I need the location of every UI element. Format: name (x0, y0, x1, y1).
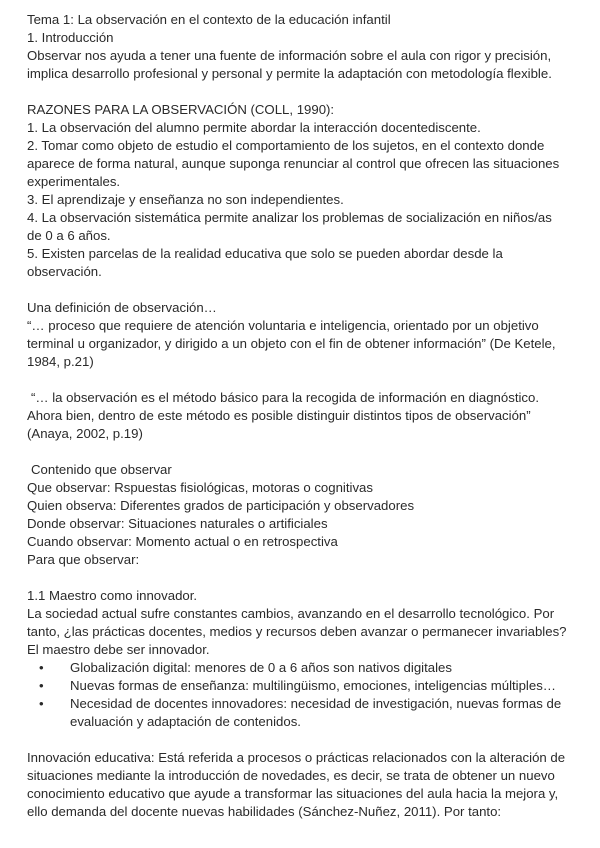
list-item: • Necesidad de docentes innovadores: necesidad de investigación, nuevas formas de evaluación y adaptación de contenidos. (39, 696, 562, 729)
definicion-intro: Una definición de observación… (27, 300, 217, 315)
razones-heading: RAZONES PARA LA OBSERVACIÓN (COLL, 1990): (27, 102, 335, 117)
bullet-icon: • (39, 696, 44, 711)
maestro-line: tanto, ¿las prácticas docentes, medios y recursos deben avanzar o permanecer invariables? (27, 624, 567, 639)
razones-line: experimentales. (27, 174, 121, 189)
razones-line: 3. El aprendizaje y enseñanza no son independientes. (27, 192, 344, 207)
quote-line: (Anaya, 2002, p.19) (27, 426, 143, 441)
document-title: Tema 1: La observación en el contexto de la educación infantil (27, 12, 391, 27)
razones-line: 2. Tomar como objeto de estudio el comportamiento de los sujetos, en el contexto donde (27, 138, 545, 153)
paragraph-line: Observar nos ayuda a tener una fuente de información sobre el aula con rigor y precisión, (27, 48, 552, 63)
contenido-line: Donde observar: Situaciones naturales o artificiales (27, 516, 328, 531)
bullet-icon: • (39, 678, 44, 693)
intro-heading: 1. Introducción (27, 30, 114, 45)
paragraph-line: implica desarrollo profesional y personal y permite la adaptación con metodología flexible. (27, 66, 552, 81)
quote-line: “… proceso que requiere de atención voluntaria e inteligencia, orientado por un objetivo (27, 318, 539, 333)
innovacion-line: situaciones mediante la introducción de novedades, es decir, se trata de obtener un nuevo (27, 768, 555, 783)
quote-line: 1984, p.21) (27, 354, 94, 369)
maestro-line: La sociedad actual sufre constantes cambios, avanzando en el desarrollo tecnológico. Por (27, 606, 555, 621)
razones-line: aparece de forma natural, aunque suponga renunciar al control que ofrecen las situaciones (27, 156, 560, 171)
maestro-heading: 1.1 Maestro como innovador. (27, 588, 198, 603)
maestro-bullet-list (27, 659, 574, 731)
innovacion-line: ello demanda del docente nuevas habilidades (Sánchez-Nuñez, 2011). Por tanto: (27, 804, 502, 819)
razones-line: 4. La observación sistemática permite analizar los problemas de socialización en niños/as (27, 210, 552, 225)
razones-line: de 0 a 6 años. (27, 228, 111, 243)
innovacion-line: Innovación educativa: Está referida a procesos o prácticas relacionados con la alteración de (27, 750, 566, 765)
razones-line: 5. Existen parcelas de la realidad educativa que solo se pueden abordar desde la (27, 246, 503, 261)
contenido-heading: Contenido que observar (31, 462, 172, 477)
bullet-icon: • (39, 660, 44, 675)
contenido-line: Quien observa: Diferentes grados de participación y observadores (27, 498, 415, 513)
quote-line: “… la observación es el método básico para la recogida de información en diagnóstico. (31, 390, 540, 405)
razones-line: observación. (27, 264, 102, 279)
contenido-line: Para que observar: (27, 552, 140, 567)
maestro-line: El maestro debe ser innovador. (27, 642, 210, 657)
razones-line: 1. La observación del alumno permite abordar la interacción docentediscente. (27, 120, 481, 135)
list-item: • Nuevas formas de enseñanza: multilingüismo, emociones, inteligencias múltiples… (39, 678, 556, 693)
list-item: • Globalización digital: menores de 0 a 6 años son nativos digitales (39, 660, 452, 675)
innovacion-line: conocimiento educativo que ayude a transformar las situaciones del aula hacia la mejora y, (27, 786, 559, 801)
contenido-line: Cuando observar: Momento actual o en retrospectiva (27, 534, 338, 549)
quote-line: terminal u organizador, y dirigido a un objeto con el fin de obtener información” (De Ketele, (27, 336, 556, 351)
contenido-line: Que observar: Rspuestas fisiológicas, motoras o cognitivas (27, 480, 373, 495)
quote-line: Ahora bien, dentro de este método es posible distinguir distintos tipos de observación” (27, 408, 531, 423)
